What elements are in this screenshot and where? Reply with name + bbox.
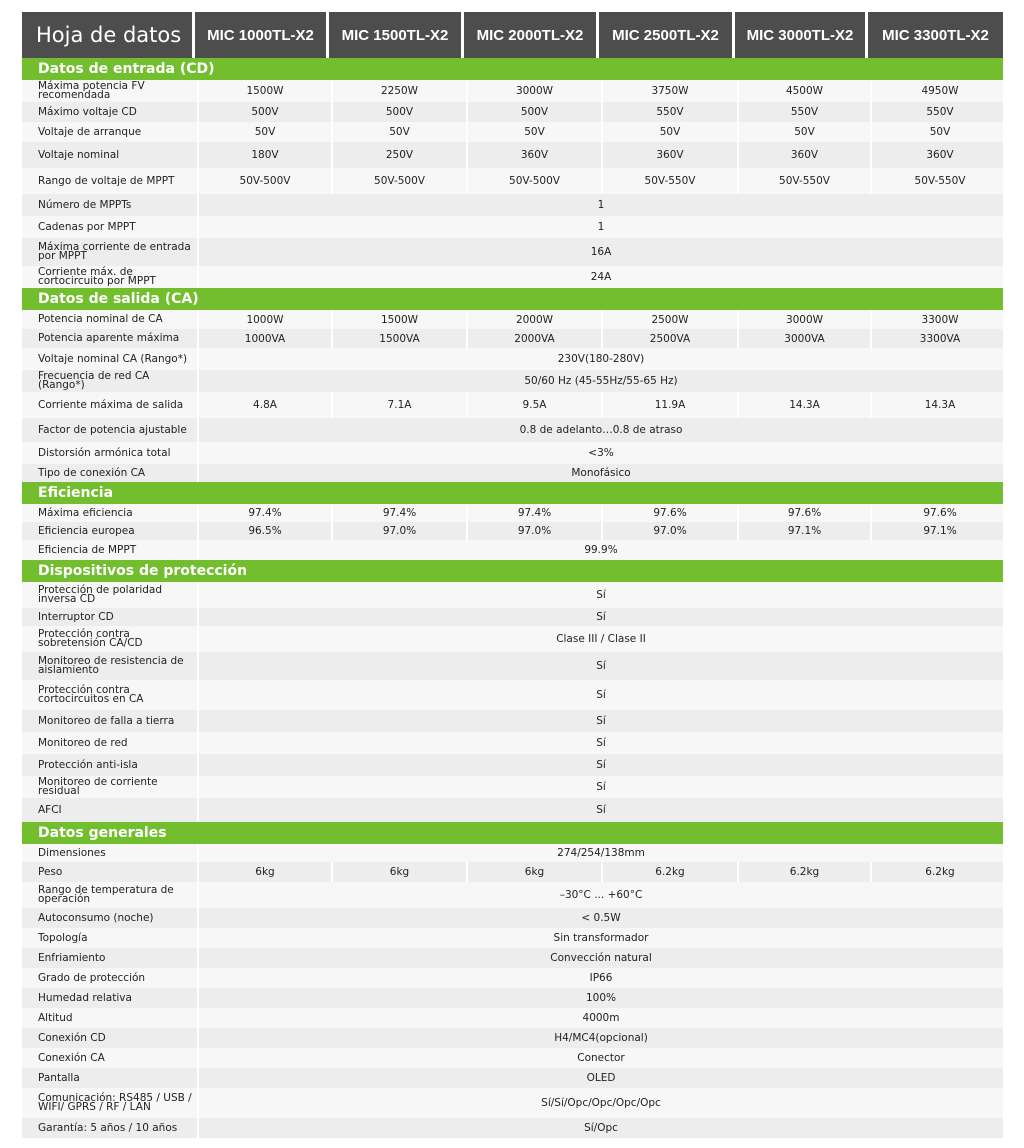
row-value: 2000VA (466, 329, 601, 348)
section-header: Eficiencia (22, 482, 1003, 504)
model-header-2: MIC 1500TL-X2 (329, 12, 461, 58)
model-header-5: MIC 3000TL-X2 (735, 12, 865, 58)
row-value: 6kg (331, 862, 466, 882)
row-value: 2250W (331, 80, 466, 102)
row-value: 1500W (197, 80, 331, 102)
row-value: Sí (197, 608, 1003, 626)
table-row (22, 418, 1003, 442)
page-title: Hoja de datos (22, 12, 192, 58)
row-label: Monitoreo de falla a tierra (38, 714, 175, 727)
row-label: Voltaje de arranque (38, 125, 142, 138)
table-row (22, 710, 1003, 732)
table-row (22, 540, 1003, 560)
table-row (22, 266, 1003, 288)
row-value: 4000m (197, 1008, 1003, 1028)
row-label: Humedad relativa (38, 991, 132, 1004)
row-value: Clase III / Clase II (197, 626, 1003, 652)
table-row (22, 988, 1003, 1008)
row-label: Protección de polaridad inversa CD (38, 584, 163, 605)
table-row (22, 608, 1003, 626)
row-label: Rango de temperatura de operación (38, 884, 174, 905)
table-row (22, 844, 1003, 862)
table-row (22, 1028, 1003, 1048)
row-value: 50/60 Hz (45-55Hz/55-65 Hz) (197, 370, 1003, 392)
row-label: Corriente máx. de cortocircuito por MPPT (38, 266, 156, 287)
row-label: Comunicación: RS485 / USB / WIFI/ GPRS / RF / LAN (38, 1092, 192, 1113)
row-value: Sí (197, 776, 1003, 798)
row-label: Monitoreo de corriente residual (38, 776, 158, 797)
row-value: 230V(180-280V) (197, 348, 1003, 370)
row-value: –30°C ... +60°C (197, 882, 1003, 908)
row-label: Protección contra cortocircuitos en CA (38, 684, 144, 705)
row-label: Número de MPPTs (38, 198, 132, 211)
row-label: Eficiencia europea (38, 524, 135, 537)
table-row (22, 652, 1003, 680)
row-value: 100% (197, 988, 1003, 1008)
table-row (22, 194, 1003, 216)
row-value: 550V (601, 102, 737, 122)
table-row (22, 216, 1003, 238)
table-row (22, 1068, 1003, 1088)
row-value: 4950W (870, 80, 1008, 102)
table-row (22, 168, 1003, 194)
row-label: Conexión CD (38, 1031, 106, 1044)
row-value: 50V (197, 122, 331, 142)
table-row (22, 582, 1003, 608)
row-value: 50V (737, 122, 870, 142)
row-value: <3% (197, 442, 1003, 464)
row-label: Potencia nominal de CA (38, 313, 163, 325)
row-value: 50V-500V (331, 168, 466, 194)
row-value: 500V (466, 102, 601, 122)
row-value: 1 (197, 194, 1003, 216)
row-value: 6.2kg (601, 862, 737, 882)
row-label: Eficiencia de MPPT (38, 543, 137, 556)
row-value: 50V-500V (197, 168, 331, 194)
row-label: Máximo voltaje CD (38, 105, 137, 118)
row-value: 3000W (737, 310, 870, 329)
row-value: Sí (197, 710, 1003, 732)
row-value: 97.4% (197, 504, 331, 522)
table-row (22, 464, 1003, 482)
row-value: 6.2kg (870, 862, 1008, 882)
table-row (22, 908, 1003, 928)
row-label: Máxima eficiencia (38, 506, 133, 519)
row-value: 6.2kg (737, 862, 870, 882)
row-value: 500V (197, 102, 331, 122)
table-row (22, 968, 1003, 988)
row-value: Sí/Opc (197, 1118, 1003, 1138)
row-value: 14.3A (737, 392, 870, 418)
table-row (22, 1048, 1003, 1068)
row-value: 14.3A (870, 392, 1008, 418)
row-value: 50V-550V (737, 168, 870, 194)
table-row (22, 776, 1003, 798)
row-value: 50V (466, 122, 601, 142)
row-label: Interruptor CD (38, 610, 114, 623)
row-value: 97.6% (601, 504, 737, 522)
row-label: Peso (38, 865, 63, 878)
table-row (22, 238, 1003, 266)
row-label: Protección contra sobretensión CA/CD (38, 628, 143, 649)
row-value: 99.9% (197, 540, 1003, 560)
table-row (22, 102, 1003, 122)
table-row (22, 504, 1003, 522)
table-row (22, 798, 1003, 822)
table-row (22, 862, 1003, 882)
row-value: 360V (737, 142, 870, 168)
row-label: Pantalla (38, 1071, 80, 1084)
row-value: OLED (197, 1068, 1003, 1088)
table-row (22, 626, 1003, 652)
row-label: Autoconsumo (noche) (38, 911, 154, 924)
row-value: 3750W (601, 80, 737, 102)
row-label: Monitoreo de resistencia de aislamiento (38, 655, 184, 676)
row-value: 1500VA (331, 329, 466, 348)
table-row (22, 1008, 1003, 1028)
row-value: 180V (197, 142, 331, 168)
row-value: 96.5% (197, 522, 331, 540)
row-value: 50V-550V (601, 168, 737, 194)
table-row (22, 392, 1003, 418)
row-value: 16A (197, 238, 1003, 266)
model-header-3: MIC 2000TL-X2 (464, 12, 596, 58)
row-label: Garantía: 5 años / 10 años (38, 1121, 178, 1134)
row-value: 2500VA (601, 329, 737, 348)
row-value: 97.0% (466, 522, 601, 540)
table-row (22, 442, 1003, 464)
row-value: Sin transformador (197, 928, 1003, 948)
table-row (22, 310, 1003, 329)
row-value: Conector (197, 1048, 1003, 1068)
row-value: 97.1% (870, 522, 1008, 540)
row-value: IP66 (197, 968, 1003, 988)
row-label: Tipo de conexión CA (38, 466, 146, 479)
row-value: 9.5A (466, 392, 601, 418)
row-value: Sí (197, 582, 1003, 608)
row-value: 50V-500V (466, 168, 601, 194)
row-label: Factor de potencia ajustable (38, 423, 187, 436)
row-value: 50V (331, 122, 466, 142)
row-value: 97.4% (331, 504, 466, 522)
datasheet-table (22, 12, 1003, 1138)
row-label: Corriente máxima de salida (38, 398, 184, 411)
table-row (22, 522, 1003, 540)
row-value: 360V (870, 142, 1008, 168)
table-row (22, 1118, 1003, 1138)
table-row (22, 948, 1003, 968)
row-value: H4/MC4(opcional) (197, 1028, 1003, 1048)
section-header: Dispositivos de protección (22, 560, 1003, 582)
row-value: 24A (197, 266, 1003, 288)
row-value: Sí (197, 732, 1003, 754)
row-value: Sí/Sí/Opc/Opc/Opc/Opc (197, 1088, 1003, 1118)
row-label: Altitud (38, 1011, 73, 1024)
row-value: Sí (197, 652, 1003, 680)
row-value: 97.6% (737, 504, 870, 522)
row-value: 6kg (197, 862, 331, 882)
row-label: AFCI (38, 803, 62, 816)
row-label: Frecuencia de red CA (Rango*) (38, 370, 150, 391)
row-value: 6kg (466, 862, 601, 882)
table-row (22, 732, 1003, 754)
row-value: 0.8 de adelanto…0.8 de atraso (197, 418, 1003, 442)
row-value: 97.4% (466, 504, 601, 522)
row-label: Enfriamiento (38, 951, 106, 964)
row-value: 2500W (601, 310, 737, 329)
row-label: Máxima potencia FV recomendada (38, 80, 145, 101)
row-value: 550V (870, 102, 1008, 122)
row-value: Sí (197, 680, 1003, 710)
row-label: Cadenas por MPPT (38, 220, 136, 233)
section-header: Datos generales (22, 822, 1003, 844)
row-value: Monofásico (197, 464, 1003, 482)
row-label: Monitoreo de red (38, 736, 128, 749)
row-value: 97.1% (737, 522, 870, 540)
row-label: Máxima corriente de entrada por MPPT (38, 241, 191, 262)
row-value: 50V (870, 122, 1008, 142)
row-label: Grado de protección (38, 971, 146, 984)
table-row (22, 882, 1003, 908)
row-value: 1000VA (197, 329, 331, 348)
model-header-1: MIC 1000TL-X2 (195, 12, 326, 58)
row-value: 360V (466, 142, 601, 168)
table-row (22, 329, 1003, 348)
row-value: 500V (331, 102, 466, 122)
row-label: Distorsión armónica total (38, 446, 171, 459)
row-value: 3000W (466, 80, 601, 102)
model-header-6: MIC 3300TL-X2 (868, 12, 1003, 58)
table-row (22, 370, 1003, 392)
row-value: 274/254/138mm (197, 844, 1003, 862)
row-label: Topología (38, 931, 88, 944)
row-value: Convección natural (197, 948, 1003, 968)
row-value: 250V (331, 142, 466, 168)
row-value: 97.0% (601, 522, 737, 540)
row-value: 3000VA (737, 329, 870, 348)
row-value: 4500W (737, 80, 870, 102)
table-row (22, 1088, 1003, 1118)
table-row (22, 80, 1003, 102)
table-row (22, 142, 1003, 168)
row-value: 3300W (870, 310, 1008, 329)
row-value: 360V (601, 142, 737, 168)
row-value: 50V-550V (870, 168, 1008, 194)
row-value: Sí (197, 754, 1003, 776)
row-value: Sí (197, 798, 1003, 822)
section-header: Datos de entrada (CD) (22, 58, 1003, 80)
row-value: 11.9A (601, 392, 737, 418)
row-label: Potencia aparente máxima (38, 332, 180, 344)
row-value: 7.1A (331, 392, 466, 418)
model-header-4: MIC 2500TL-X2 (599, 12, 732, 58)
table-row (22, 122, 1003, 142)
row-value: 4.8A (197, 392, 331, 418)
table-row (22, 754, 1003, 776)
row-label: Voltaje nominal CA (Rango*) (38, 352, 188, 365)
row-label: Protección anti-isla (38, 758, 138, 771)
row-label: Voltaje nominal (38, 148, 120, 161)
row-value: 1500W (331, 310, 466, 329)
row-value: 1 (197, 216, 1003, 238)
row-value: 2000W (466, 310, 601, 329)
row-value: 97.0% (331, 522, 466, 540)
row-value: 97.6% (870, 504, 1008, 522)
table-row (22, 928, 1003, 948)
table-header (22, 12, 1003, 58)
row-label: Conexión CA (38, 1051, 105, 1064)
row-label: Rango de voltaje de MPPT (38, 174, 175, 187)
row-value: 1000W (197, 310, 331, 329)
row-value: 50V (601, 122, 737, 142)
table-row (22, 680, 1003, 710)
row-label: Dimensiones (38, 846, 106, 859)
row-value: 3300VA (870, 329, 1008, 348)
section-header: Datos de salida (CA) (22, 288, 1003, 310)
table-row (22, 348, 1003, 370)
row-value: 550V (737, 102, 870, 122)
row-value: < 0.5W (197, 908, 1003, 928)
